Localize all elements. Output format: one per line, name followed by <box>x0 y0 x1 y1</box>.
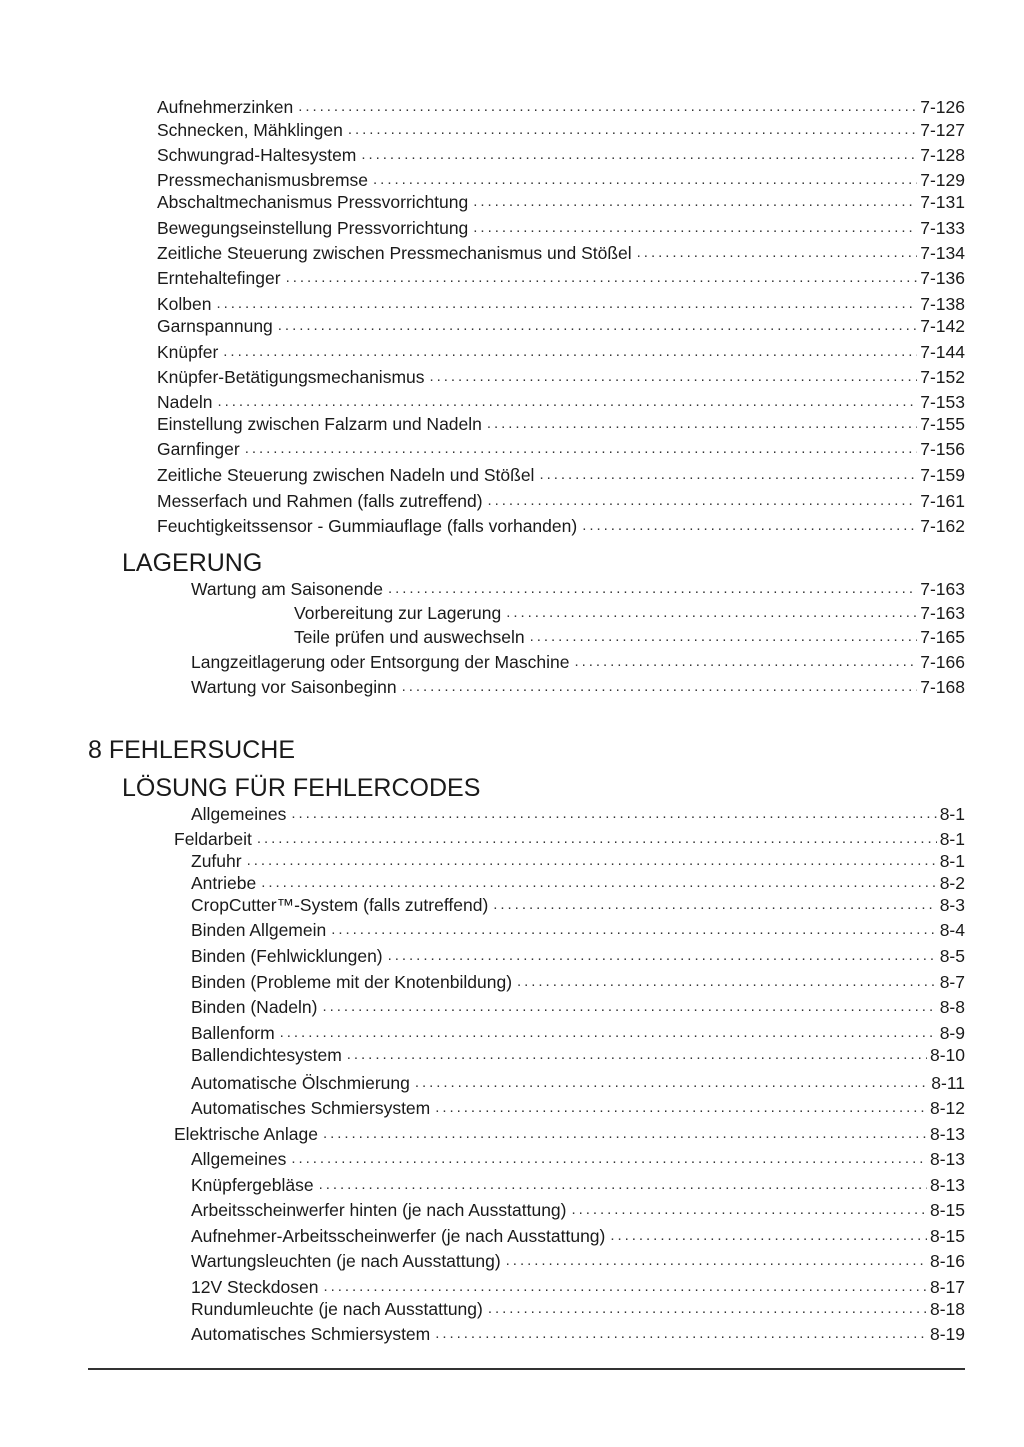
dot-leader <box>245 438 918 460</box>
toc-entry-title: Binden (Nadeln) <box>191 997 318 1017</box>
dot-leader <box>610 1225 927 1247</box>
toc-entry-title: Einstellung zwischen Falzarm und Nadeln <box>157 414 482 434</box>
toc-entry-title: Nadeln <box>157 392 213 412</box>
toc-entry-page: 8-18 <box>929 1299 965 1319</box>
dot-leader <box>291 1148 927 1170</box>
toc-entry[interactable] <box>157 339 965 363</box>
dot-leader <box>247 850 937 872</box>
toc-entry-title: Garnfinger <box>157 439 240 459</box>
dot-leader <box>473 191 917 213</box>
toc-entry[interactable] <box>191 1321 965 1345</box>
dot-leader <box>373 169 917 191</box>
dot-leader <box>217 391 917 413</box>
toc-entry-title: Wartung am Saisonende <box>191 579 383 599</box>
toc-entry-page: 7-128 <box>920 145 965 165</box>
dot-leader <box>361 144 917 166</box>
dot-leader <box>637 242 918 264</box>
dot-leader <box>517 971 937 993</box>
toc-entry-title: Feuchtigkeitssensor - Gummiauflage (falls vorhanden) <box>157 516 578 536</box>
dot-leader <box>473 217 917 239</box>
toc-entry-page: 7-153 <box>920 392 965 412</box>
toc-entry-page: 8-4 <box>939 920 965 940</box>
dot-leader <box>261 872 937 894</box>
toc-entry[interactable] <box>191 917 965 941</box>
toc-entry[interactable] <box>191 649 965 673</box>
toc-entry[interactable] <box>174 1121 965 1145</box>
dot-leader <box>487 413 917 435</box>
toc-entry-title: Elektrische Anlage <box>174 1124 318 1144</box>
toc-entry[interactable] <box>191 1223 965 1247</box>
toc-entry[interactable] <box>157 436 965 460</box>
dot-leader <box>348 119 917 141</box>
toc-entry[interactable] <box>191 870 965 894</box>
dot-leader <box>435 1097 927 1119</box>
toc-entry-page: 7-163 <box>920 603 965 623</box>
dot-leader <box>430 366 918 388</box>
toc-entry[interactable] <box>157 94 965 118</box>
toc-entry[interactable] <box>157 411 965 435</box>
toc-entry-page: 8-1 <box>939 851 965 871</box>
toc-entry[interactable] <box>157 265 965 289</box>
dot-leader <box>506 602 917 624</box>
toc-entry-title: Rundumleuchte (je nach Ausstattung) <box>191 1299 483 1319</box>
dot-leader <box>291 803 936 825</box>
dot-leader <box>402 676 918 698</box>
toc-entry-title: 12V Steckdosen <box>191 1277 319 1297</box>
toc-entry-title: Binden Allgemein <box>191 920 327 940</box>
toc-entry-title: Teile prüfen und auswechseln <box>294 627 525 647</box>
toc-entry-page: 8-12 <box>929 1098 965 1118</box>
toc-entry-page: 7-136 <box>920 268 965 288</box>
toc-entry-page: 7-166 <box>920 652 965 672</box>
toc-entry-title: Schnecken, Mähklingen <box>157 120 343 140</box>
toc-entry-title: Erntehaltefinger <box>157 268 281 288</box>
toc-entry[interactable] <box>157 189 965 213</box>
dot-leader <box>347 1044 927 1066</box>
toc-entry-title: Aufnehmer-Arbeitsscheinwerfer (je nach Ausstattung) <box>191 1226 606 1246</box>
toc-entry-page: 7-142 <box>920 316 965 336</box>
dot-leader <box>217 293 918 315</box>
toc-entry-title: Bewegungseinstellung Pressvorrichtung <box>157 218 469 238</box>
toc-entry[interactable] <box>191 1197 965 1221</box>
toc-entry[interactable] <box>191 994 965 1018</box>
toc-entry-page: 8-16 <box>929 1251 965 1271</box>
dot-leader <box>280 1022 937 1044</box>
toc-entry-page: 8-1 <box>939 804 965 824</box>
dot-leader <box>278 315 917 337</box>
toc-entry[interactable] <box>191 1020 965 1044</box>
toc-entry-page: 7-152 <box>920 367 965 387</box>
toc-entry-title: Zufuhr <box>191 851 242 871</box>
toc-entry-page: 7-129 <box>920 170 965 190</box>
toc-entry[interactable] <box>157 215 965 239</box>
toc-entry[interactable] <box>157 462 965 486</box>
toc-entry-title: Automatische Ölschmierung <box>191 1073 410 1093</box>
toc-entry-page: 7-163 <box>920 579 965 599</box>
toc-entry-page: 8-15 <box>929 1200 965 1220</box>
toc-entry-title: CropCutter™-System (falls zutreffend) <box>191 895 489 915</box>
toc-entry[interactable] <box>294 624 965 648</box>
toc-entry-page: 7-161 <box>920 491 965 511</box>
toc-entry-title: Automatisches Schmiersystem <box>191 1324 431 1344</box>
toc-entry-page: 8-11 <box>931 1073 965 1093</box>
toc-entry-title: Allgemeines <box>191 804 287 824</box>
dot-leader <box>539 464 917 486</box>
toc-entry[interactable] <box>191 1095 965 1119</box>
toc-entry-page: 8-8 <box>939 997 965 1017</box>
dot-leader <box>493 894 936 916</box>
toc-entry[interactable] <box>174 826 965 850</box>
toc-entry-page: 8-19 <box>929 1324 965 1344</box>
toc-entry[interactable] <box>191 943 965 967</box>
toc-entry[interactable] <box>157 364 965 388</box>
toc-entry-title: Vorbereitung zur Lagerung <box>294 603 502 623</box>
toc-entry[interactable] <box>157 513 965 537</box>
toc-entry[interactable] <box>191 1042 965 1066</box>
section-heading: LAGERUNG <box>122 549 263 577</box>
toc-entry-page: 8-13 <box>929 1175 965 1195</box>
toc-entry-page: 7-155 <box>920 414 965 434</box>
toc-entry[interactable] <box>157 291 965 315</box>
dot-leader <box>574 651 917 673</box>
toc-entry-page: 7-156 <box>920 439 965 459</box>
toc-entry-title: Abschaltmechanismus Pressvorrichtung <box>157 192 469 212</box>
toc-entry-page: 7-165 <box>920 627 965 647</box>
section-heading: LÖSUNG FÜR FEHLERCODES <box>122 774 481 802</box>
dot-leader <box>319 1174 927 1196</box>
dot-leader <box>506 1250 927 1272</box>
toc-entry-page: 7-168 <box>920 677 965 697</box>
dot-leader <box>323 1123 927 1145</box>
section-heading: 8 FEHLERSUCHE <box>88 736 295 764</box>
toc-entry[interactable] <box>191 892 965 916</box>
dot-leader <box>322 996 936 1018</box>
toc-entry[interactable] <box>191 576 965 600</box>
toc-entry-page: 7-133 <box>920 218 965 238</box>
toc-entry[interactable] <box>191 801 965 825</box>
toc-entry-title: Messerfach und Rahmen (falls zutreffend) <box>157 491 483 511</box>
toc-entry-page: 7-138 <box>920 294 965 314</box>
toc-entry-title: Knüpfer-Betätigungsmechanismus <box>157 367 425 387</box>
dot-leader <box>388 578 917 600</box>
toc-entry-page: 8-5 <box>939 946 965 966</box>
toc-entry[interactable] <box>294 600 965 624</box>
toc-entry-page: 7-162 <box>920 516 965 536</box>
dot-leader <box>488 1298 927 1320</box>
toc-entry[interactable] <box>191 1274 965 1298</box>
toc-entry-title: Knüpfergebläse <box>191 1175 314 1195</box>
toc-entry[interactable] <box>191 848 965 872</box>
toc-entry-title: Garnspannung <box>157 316 273 336</box>
dot-leader <box>415 1072 928 1094</box>
toc-entry[interactable] <box>157 142 965 166</box>
dot-leader <box>530 626 918 648</box>
toc-entry-title: Allgemeines <box>191 1149 287 1169</box>
toc-entry-title: Zeitliche Steuerung zwischen Pressmechanismus und Stößel <box>157 243 632 263</box>
toc-entry-title: Binden (Fehlwicklungen) <box>191 946 383 966</box>
toc-entry-title: Ballendichtesystem <box>191 1045 342 1065</box>
toc-entry[interactable] <box>191 969 965 993</box>
toc-entry-page: 8-15 <box>929 1226 965 1246</box>
toc-entry-title: Binden (Probleme mit der Knotenbildung) <box>191 972 513 992</box>
toc-entry-page: 7-134 <box>920 243 965 263</box>
toc-entry-title: Antriebe <box>191 873 257 893</box>
toc-entry-page: 7-131 <box>920 192 965 212</box>
toc-entry-page: 8-3 <box>939 895 965 915</box>
dot-leader <box>298 96 917 118</box>
toc-entry-page: 8-9 <box>939 1023 965 1043</box>
toc-entry-page: 8-17 <box>929 1277 965 1297</box>
toc-entry[interactable] <box>157 167 965 191</box>
dot-leader <box>388 945 937 967</box>
dot-leader <box>257 828 937 850</box>
toc-entry[interactable] <box>191 1248 965 1272</box>
toc-entry[interactable] <box>191 1296 965 1320</box>
toc-entry[interactable] <box>157 240 965 264</box>
dot-leader <box>286 267 918 289</box>
dot-leader <box>435 1323 927 1345</box>
toc-entry-title: Arbeitsscheinwerfer hinten (je nach Ausstattung) <box>191 1200 567 1220</box>
dot-leader <box>331 919 936 941</box>
toc-entry[interactable] <box>157 313 965 337</box>
toc-entry-title: Wartungsleuchten (je nach Ausstattung) <box>191 1251 501 1271</box>
toc-entry[interactable] <box>191 674 965 698</box>
toc-entry-page: 8-10 <box>929 1045 965 1065</box>
toc-entry-title: Kolben <box>157 294 212 314</box>
toc-entry-page: 8-1 <box>939 829 965 849</box>
toc-entry[interactable] <box>157 389 965 413</box>
toc-entry[interactable] <box>157 117 965 141</box>
toc-entry-title: Schwungrad-Haltesystem <box>157 145 357 165</box>
toc-entry[interactable] <box>191 1146 965 1170</box>
toc-entry-page: 8-2 <box>939 873 965 893</box>
toc-entry[interactable] <box>191 1172 965 1196</box>
toc-entry[interactable] <box>157 488 965 512</box>
toc-entry-page: 8-7 <box>939 972 965 992</box>
dot-leader <box>323 1276 927 1298</box>
toc-entry-title: Wartung vor Saisonbeginn <box>191 677 397 697</box>
toc-entry-title: Feldarbeit <box>174 829 252 849</box>
dot-leader <box>223 341 917 363</box>
dot-leader <box>571 1199 926 1221</box>
toc-entry-title: Aufnehmerzinken <box>157 97 294 117</box>
toc-entry-page: 8-13 <box>929 1149 965 1169</box>
toc-entry-title: Zeitliche Steuerung zwischen Nadeln und Stößel <box>157 465 535 485</box>
toc-entry-title: Automatisches Schmiersystem <box>191 1098 431 1118</box>
toc-entry-page: 7-126 <box>920 97 965 117</box>
toc-entry-page: 7-159 <box>920 465 965 485</box>
toc-entry-page: 8-13 <box>929 1124 965 1144</box>
toc-entry-title: Ballenform <box>191 1023 275 1043</box>
footer-rule <box>88 1368 965 1370</box>
toc-entry-page: 7-127 <box>920 120 965 140</box>
toc-entry-title: Knüpfer <box>157 342 219 362</box>
dot-leader <box>582 515 917 537</box>
toc-entry-title: Pressmechanismusbremse <box>157 170 369 190</box>
toc-entry-title: Langzeitlagerung oder Entsorgung der Maschine <box>191 652 570 672</box>
toc-entry-page: 7-144 <box>920 342 965 362</box>
dot-leader <box>488 490 918 512</box>
toc-entry[interactable] <box>191 1070 965 1094</box>
